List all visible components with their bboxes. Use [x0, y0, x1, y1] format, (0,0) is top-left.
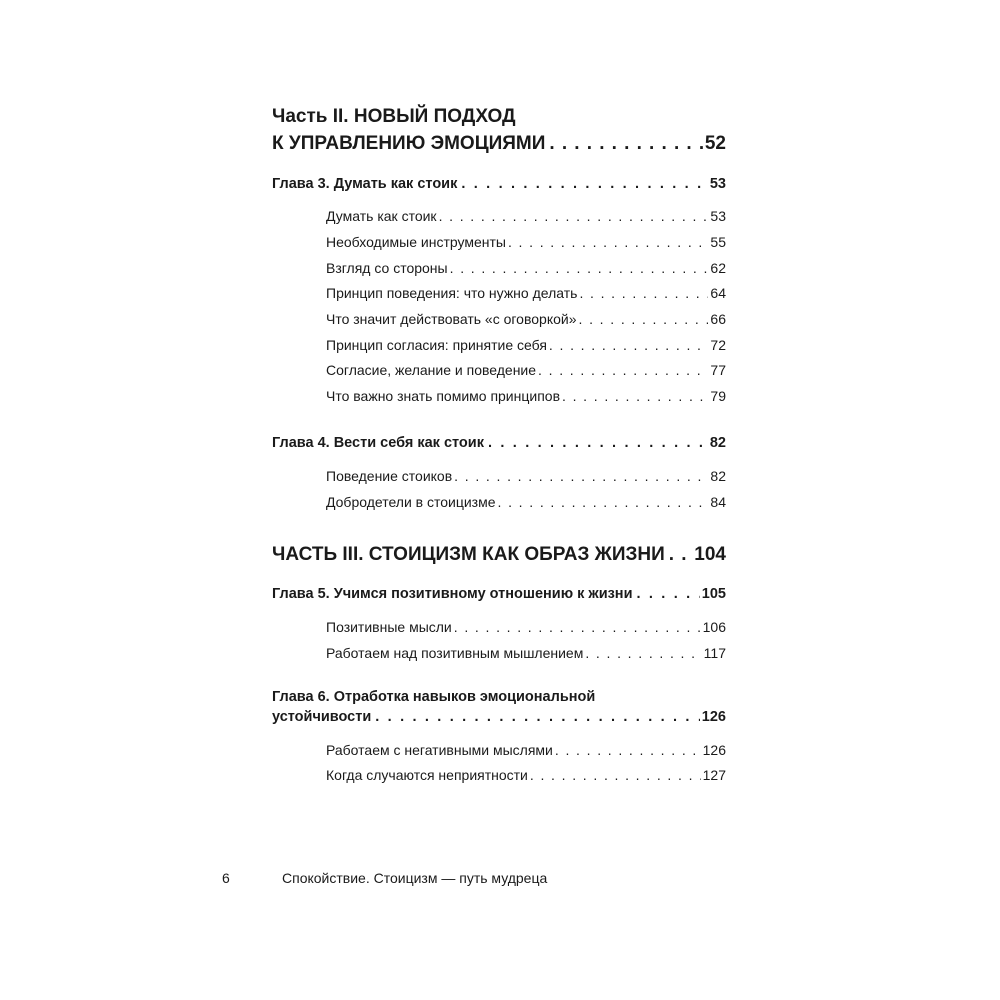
leader-dots — [669, 544, 693, 566]
leader-dots — [454, 468, 708, 484]
page-number: 53 — [709, 176, 726, 192]
page-number: 126 — [702, 742, 726, 758]
page-number: 64 — [710, 285, 726, 301]
chapter-3-toc-entry[interactable] — [272, 176, 726, 192]
section-title: Согласие, желание и поведение — [326, 362, 537, 378]
page-number: 62 — [710, 260, 726, 276]
page-number: 104 — [694, 544, 726, 565]
leader-dots — [549, 133, 702, 155]
section-toc-entry[interactable] — [326, 742, 726, 758]
leader-dots — [439, 208, 709, 224]
chapter-6-heading-line1: Глава 6. Отработка навыков эмоциональной — [272, 689, 596, 705]
leader-dots — [375, 709, 700, 725]
page-number: 77 — [710, 362, 726, 378]
chapter-6-toc-entry[interactable] — [272, 709, 726, 725]
section-title: Принцип поведения: что нужно делать — [326, 285, 578, 301]
section-title: Думать как стоик — [326, 208, 437, 224]
page-number: 117 — [703, 645, 726, 661]
page-number: 106 — [702, 619, 726, 635]
section-toc-entry[interactable] — [326, 234, 726, 250]
section-toc-entry[interactable] — [326, 311, 726, 327]
section-title: Что важно знать помимо принципов — [326, 388, 561, 404]
leader-dots — [461, 176, 708, 192]
leader-dots — [562, 388, 708, 404]
section-toc-entry[interactable] — [326, 260, 726, 276]
section-toc-entry[interactable] — [326, 767, 726, 783]
section-toc-entry[interactable] — [326, 468, 726, 484]
section-title: Взгляд со стороны — [326, 260, 448, 276]
leader-dots — [450, 260, 709, 276]
part-2-toc-entry[interactable] — [272, 133, 726, 155]
section-toc-entry[interactable] — [326, 208, 726, 224]
page-number: 79 — [710, 388, 726, 404]
chapter-4-toc-entry[interactable] — [272, 435, 726, 451]
part-3-heading: ЧАСТЬ III. СТОИЦИЗМ КАК ОБРАЗ ЖИЗНИ — [272, 544, 665, 565]
leader-dots — [549, 337, 709, 353]
chapter-title: Глава 5. Учимся позитивному отношению к жизни — [272, 586, 633, 602]
chapter-title: Глава 4. Вести себя как стоик — [272, 435, 484, 451]
page-number: 82 — [710, 468, 726, 484]
section-title: Работаем с негативными мыслями — [326, 742, 553, 758]
leader-dots — [585, 645, 701, 661]
page-number: 105 — [701, 586, 726, 602]
page-number: 84 — [710, 494, 726, 510]
chapter-title: Глава 3. Думать как стоик — [272, 176, 458, 192]
section-toc-entry[interactable] — [326, 285, 726, 301]
section-title: Необходимые инструменты — [326, 234, 506, 250]
section-title: Поведение стоиков — [326, 468, 453, 484]
leader-dots — [530, 767, 701, 783]
footer-page-number: 6 — [222, 870, 230, 886]
leader-dots — [538, 362, 708, 378]
part-2-heading-line2: К УПРАВЛЕНИЮ ЭМОЦИЯМИ — [272, 133, 546, 154]
section-toc-entry[interactable] — [326, 619, 726, 635]
leader-dots — [488, 435, 708, 451]
leader-dots — [555, 742, 701, 758]
section-title: Когда случаются неприятности — [326, 767, 528, 783]
page-number: 55 — [710, 234, 726, 250]
leader-dots — [636, 586, 699, 602]
page-number: 72 — [710, 337, 726, 353]
section-toc-entry[interactable] — [326, 388, 726, 404]
page-number: 66 — [710, 311, 726, 327]
leader-dots — [579, 285, 708, 301]
section-title: Работаем над позитивным мышлением — [326, 645, 584, 661]
page-number: 52 — [704, 133, 726, 154]
leader-dots — [579, 311, 709, 327]
section-title: Что значит действовать «с оговоркой» — [326, 311, 577, 327]
section-toc-entry[interactable] — [326, 494, 726, 510]
section-toc-entry[interactable] — [326, 362, 726, 378]
section-title: Позитивные мысли — [326, 619, 452, 635]
section-title: Принцип согласия: принятие себя — [326, 337, 547, 353]
section-toc-entry[interactable] — [326, 337, 726, 353]
chapter-5-toc-entry[interactable] — [272, 586, 726, 602]
leader-dots — [508, 234, 708, 250]
page-number: 126 — [701, 709, 726, 725]
leader-dots — [454, 619, 701, 635]
page-number: 127 — [702, 767, 726, 783]
page-number: 82 — [709, 435, 726, 451]
leader-dots — [498, 494, 709, 510]
part-3-toc-entry[interactable] — [272, 544, 726, 566]
section-title: Добродетели в стоицизме — [326, 494, 496, 510]
section-toc-entry[interactable] — [326, 645, 726, 661]
part-2-heading-line1: Часть II. НОВЫЙ ПОДХОД — [272, 106, 516, 127]
chapter-title: устойчивости — [272, 709, 372, 725]
footer-book-title: Спокойствие. Стоицизм — путь мудреца — [282, 870, 548, 886]
page-number: 53 — [710, 208, 726, 224]
